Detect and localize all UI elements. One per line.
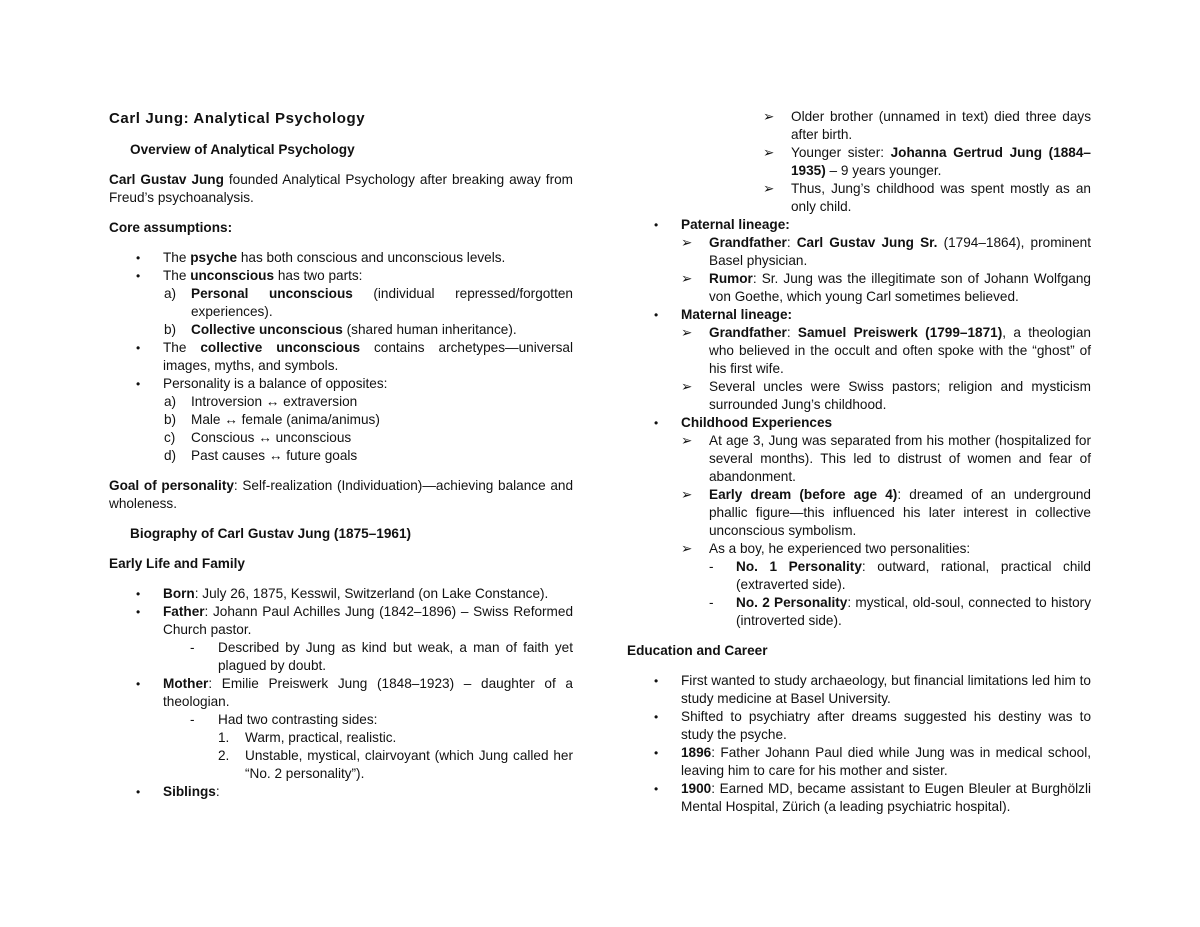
document-title: Carl Jung: Analytical Psychology [109,110,366,127]
list-item: d) Past causes ↔ future goals [164,448,358,463]
list-item: ➢ Older brother (unnamed in text) died three days after birth. [763,109,1091,142]
arrow-bullet-icon: ➢ [681,487,693,502]
bullet-icon: • [654,782,659,796]
list-item: • Paternal lineage: [654,217,790,232]
bullet-icon: • [654,746,659,760]
list-item: • 1900: Earned MD, became assistant to Eugen Bleuler at Burghölzli Mental Hospital, Zürich (a leading psychiatric hospital). [654,781,1091,814]
list-item: 2. Unstable, mystical, clairvoyant (which Jung called her “No. 2 personality”). [218,748,573,781]
list-item: - Described by Jung as kind but weak, a man of faith yet plagued by doubt. [190,640,573,673]
list-item: • Shifted to psychiatry after dreams suggested his destiny was to study the psyche. [654,709,1091,742]
arrow-bullet-icon: ➢ [681,541,693,556]
bullet-icon: • [136,377,141,391]
arrow-bullet-icon: ➢ [763,109,775,124]
list-item: - No. 1 Personality: outward, rational, practical child (extraverted side). [709,559,1091,592]
list-item: ➢ Rumor: Sr. Jung was the illegitimate son of Johann Wolfgang von Goethe, which young Carl sometimes believed. [681,271,1091,304]
bullet-icon: • [654,416,659,430]
dash-marker: - [190,640,195,655]
list-item: • Siblings: [136,784,220,799]
left-column [109,109,573,801]
bullet-icon: • [136,677,141,691]
arrow-bullet-icon: ➢ [681,379,693,394]
bullet-icon: • [654,710,659,724]
list-item: b) Male ↔ female (anima/animus) [164,412,380,427]
list-item: • Born: July 26, 1875, Kesswil, Switzerland (on Lake Constance). [136,586,549,601]
bullet-icon: • [136,785,141,799]
list-item: • Father: Johann Paul Achilles Jung (1842–1896) – Swiss Reformed Church pastor. [136,604,573,637]
overview-heading: Overview of Analytical Psychology [130,142,355,157]
bullet-icon: • [654,674,659,688]
arrow-bullet-icon: ➢ [681,235,693,250]
core-heading: Core assumptions: [109,220,233,235]
list-item: • Personality is a balance of opposites: [136,376,388,391]
arrow-bullet-icon: ➢ [681,271,693,286]
list-item: ➢ Several uncles were Swiss pastors; religion and mysticism surrounded Jung’s childhood. [681,379,1091,412]
dash-marker: - [709,595,714,610]
bullet-icon: • [136,341,141,355]
list-item: • Childhood Experiences [654,415,833,430]
dash-marker: - [190,712,195,727]
early-life-heading: Early Life and Family [109,556,245,571]
list-item: ➢ Thus, Jung’s childhood was spent mostly as an only child. [763,181,1091,214]
list-item: ➢ Younger sister: Johanna Gertrud Jung (1884–1935) – 9 years younger. [763,145,1091,178]
list-item: • 1896: Father Johann Paul died while Jung was in medical school, leaving him to care for his mother and sister. [654,745,1091,778]
right-column [627,108,1091,816]
dash-marker: - [709,559,714,574]
education-heading: Education and Career [627,643,768,658]
bullet-icon: • [136,587,141,601]
bullet-icon: • [136,605,141,619]
list-item: - No. 2 Personality: mystical, old-soul, connected to history (introverted side). [709,595,1091,628]
list-item: a) Introversion ↔ extraversion [164,394,358,409]
list-item: • The psyche has both conscious and unconscious levels. [136,250,506,265]
list-item: ➢ At age 3, Jung was separated from his mother (hospitalized for several months). This led to distrust of women and fear of abandonment. [681,433,1091,484]
list-item: 1. Warm, practical, realistic. [218,730,397,745]
arrow-bullet-icon: ➢ [681,325,693,340]
list-item: b) Collective unconscious (shared human inheritance). [164,322,517,337]
bullet-icon: • [136,251,141,265]
list-item: • First wanted to study archaeology, but financial limitations led him to study medicine at Basel University. [654,673,1091,706]
bullet-icon: • [654,218,659,232]
list-item: ➢ Grandfather: Carl Gustav Jung Sr. (1794–1864), prominent Basel physician. [681,235,1092,268]
list-item: ➢ Grandfather: Samuel Preiswerk (1799–1871), a theologian who believed in the occult and often spoke with the “ghost” of his first wife. [681,325,1091,376]
biography-heading: Biography of Carl Gustav Jung (1875–1961) [130,526,412,541]
bullet-icon: • [136,269,141,283]
list-item: ➢ Early dream (before age 4): dreamed of an underground phallic figure—this influenced his later interest in collective unconscious symbolism. [681,487,1091,538]
list-item: • The unconscious has two parts: [136,268,363,283]
list-item: • Mother: Emilie Preiswerk Jung (1848–1923) – daughter of a theologian. [136,676,573,709]
intro-paragraph: Carl Gustav Jung founded Analytical Psychology after breaking away from Freud’s psychoanalysis. [109,172,573,205]
list-item: c) Conscious ↔ unconscious [164,430,352,445]
list-item: a) Personal unconscious (individual repressed/forgotten experiences). [164,286,573,319]
list-item: - Had two contrasting sides: [190,712,378,727]
arrow-bullet-icon: ➢ [763,181,775,196]
list-item: ➢ As a boy, he experienced two personalities: [681,541,971,556]
list-item: • The collective unconscious contains archetypes—universal images, myths, and symbols. [136,340,574,373]
list-item: • Maternal lineage: [654,307,793,322]
bullet-icon: • [654,308,659,322]
arrow-bullet-icon: ➢ [763,145,775,160]
goal-paragraph: Goal of personality: Self-realization (Individuation)—achieving balance and wholeness. [109,478,574,511]
arrow-bullet-icon: ➢ [681,433,693,448]
